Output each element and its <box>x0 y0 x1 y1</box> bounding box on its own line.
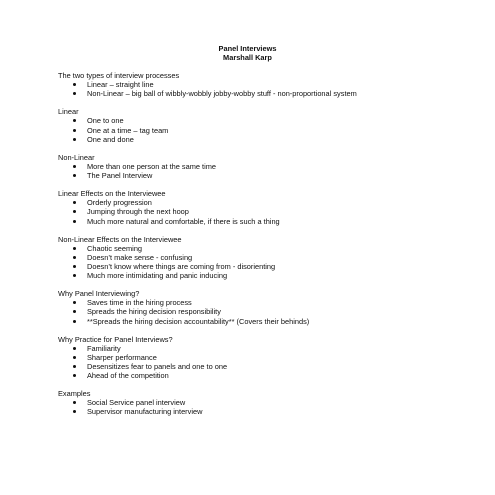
bullet-text: Sharper performance <box>87 352 157 362</box>
bullet-item <box>58 317 478 326</box>
bullet-dot-icon <box>73 174 76 177</box>
bullet-list <box>58 116 478 143</box>
bullet-text: Much more intimidating and panic inducing <box>87 271 228 281</box>
section-heading: Why Practice for Panel Interviews? <box>58 334 173 344</box>
bullet-text: One to one <box>87 116 124 126</box>
section-heading: Examples <box>58 389 91 399</box>
section <box>58 107 478 143</box>
bullet-item <box>58 298 478 307</box>
bullet-list <box>58 298 478 325</box>
bullet-text: Supervisor manufacturing interview <box>87 407 203 417</box>
bullet-item <box>58 198 478 207</box>
section-heading: Non-Linear Effects on the Interviewee <box>58 234 182 244</box>
bullet-text: Doesn’t make sense - confusing <box>87 252 193 262</box>
bullet-text: Doesn’t know where things are coming from - disorienting <box>87 261 276 271</box>
bullet-dot-icon <box>73 410 76 413</box>
bullet-text: Social Service panel interview <box>87 398 186 408</box>
bullet-item <box>58 89 478 98</box>
bullet-text: Ahead of the competition <box>87 371 169 381</box>
bullet-text: One at a time – tag team <box>87 125 169 135</box>
bullet-item <box>58 271 478 280</box>
bullet-text: Non-Linear – big ball of wibbly-wobbly jobby-wobby stuff - non-proportional system <box>87 89 357 99</box>
bullet-dot-icon <box>73 274 76 277</box>
bullet-text: Linear – straight line <box>87 80 154 90</box>
bullet-item <box>58 171 478 180</box>
bullet-dot-icon <box>73 401 76 404</box>
bullet-item <box>58 307 478 316</box>
document-title: Panel Interviews <box>218 44 277 53</box>
bullet-dot-icon <box>73 347 76 350</box>
section <box>58 71 478 98</box>
bullet-list <box>58 344 478 380</box>
bullet-text: More than one person at the same time <box>87 161 216 171</box>
bullet-item <box>58 362 478 371</box>
bullet-item <box>58 126 478 135</box>
bullet-item <box>58 207 478 216</box>
bullet-text: Jumping through the next hoop <box>87 207 189 217</box>
bullet-dot-icon <box>73 92 76 95</box>
bullet-dot-icon <box>73 310 76 313</box>
bullet-dot-icon <box>73 356 76 359</box>
bullet-item <box>58 344 478 353</box>
section-heading: Non-Linear <box>58 152 95 162</box>
document-body <box>58 71 478 426</box>
bullet-text: The Panel Interview <box>87 171 153 181</box>
bullet-list <box>58 198 478 225</box>
bullet-dot-icon <box>73 256 76 259</box>
bullet-list <box>58 244 478 280</box>
bullet-item <box>58 244 478 253</box>
section-heading: Linear Effects on the Interviewee <box>58 189 166 199</box>
bullet-text: **Spreads the hiring decision accountability** (Covers their behinds) <box>87 316 310 326</box>
bullet-item <box>58 116 478 125</box>
bullet-dot-icon <box>73 374 76 377</box>
bullet-dot-icon <box>73 165 76 168</box>
bullet-text: Much more natural and comfortable, if there is such a thing <box>87 216 280 226</box>
bullet-dot-icon <box>73 138 76 141</box>
section <box>58 153 478 180</box>
bullet-dot-icon <box>73 301 76 304</box>
bullet-item <box>58 162 478 171</box>
section-heading: Why Panel Interviewing? <box>58 289 140 299</box>
bullet-dot-icon <box>73 365 76 368</box>
bullet-list <box>58 162 478 180</box>
bullet-dot-icon <box>73 83 76 86</box>
bullet-item <box>58 253 478 262</box>
bullet-text: Saves time in the hiring process <box>87 298 192 308</box>
bullet-text: One and done <box>87 134 134 144</box>
bullet-dot-icon <box>73 129 76 132</box>
bullet-dot-icon <box>73 210 76 213</box>
bullet-text: Spreads the hiring decision responsibility <box>87 307 221 317</box>
bullet-item <box>58 262 478 271</box>
section <box>58 335 478 380</box>
section <box>58 289 478 325</box>
bullet-text: Orderly progression <box>87 198 152 208</box>
bullet-item <box>58 353 478 362</box>
bullet-dot-icon <box>73 265 76 268</box>
bullet-text: Desensitizes fear to panels and one to one <box>87 362 228 371</box>
bullet-item <box>58 398 478 407</box>
bullet-dot-icon <box>73 320 76 323</box>
bullet-dot-icon <box>73 119 76 122</box>
bullet-item <box>58 217 478 226</box>
bullet-dot-icon <box>73 247 76 250</box>
bullet-list <box>58 398 478 416</box>
bullet-item <box>58 135 478 144</box>
section <box>58 235 478 280</box>
document-author: Marshall Karp <box>223 53 272 62</box>
bullet-text: Familiarity <box>87 343 121 353</box>
bullet-item <box>58 371 478 380</box>
bullet-item <box>58 80 478 89</box>
bullet-dot-icon <box>73 201 76 204</box>
title-block <box>0 44 495 62</box>
section <box>58 189 478 225</box>
bullet-item <box>58 407 478 416</box>
section <box>58 389 478 416</box>
bullet-list <box>58 80 478 98</box>
bullet-text: Chaotic seeming <box>87 243 143 253</box>
section-heading: The two types of interview processes <box>58 71 180 80</box>
section-heading: Linear <box>58 107 79 117</box>
bullet-dot-icon <box>73 220 76 223</box>
